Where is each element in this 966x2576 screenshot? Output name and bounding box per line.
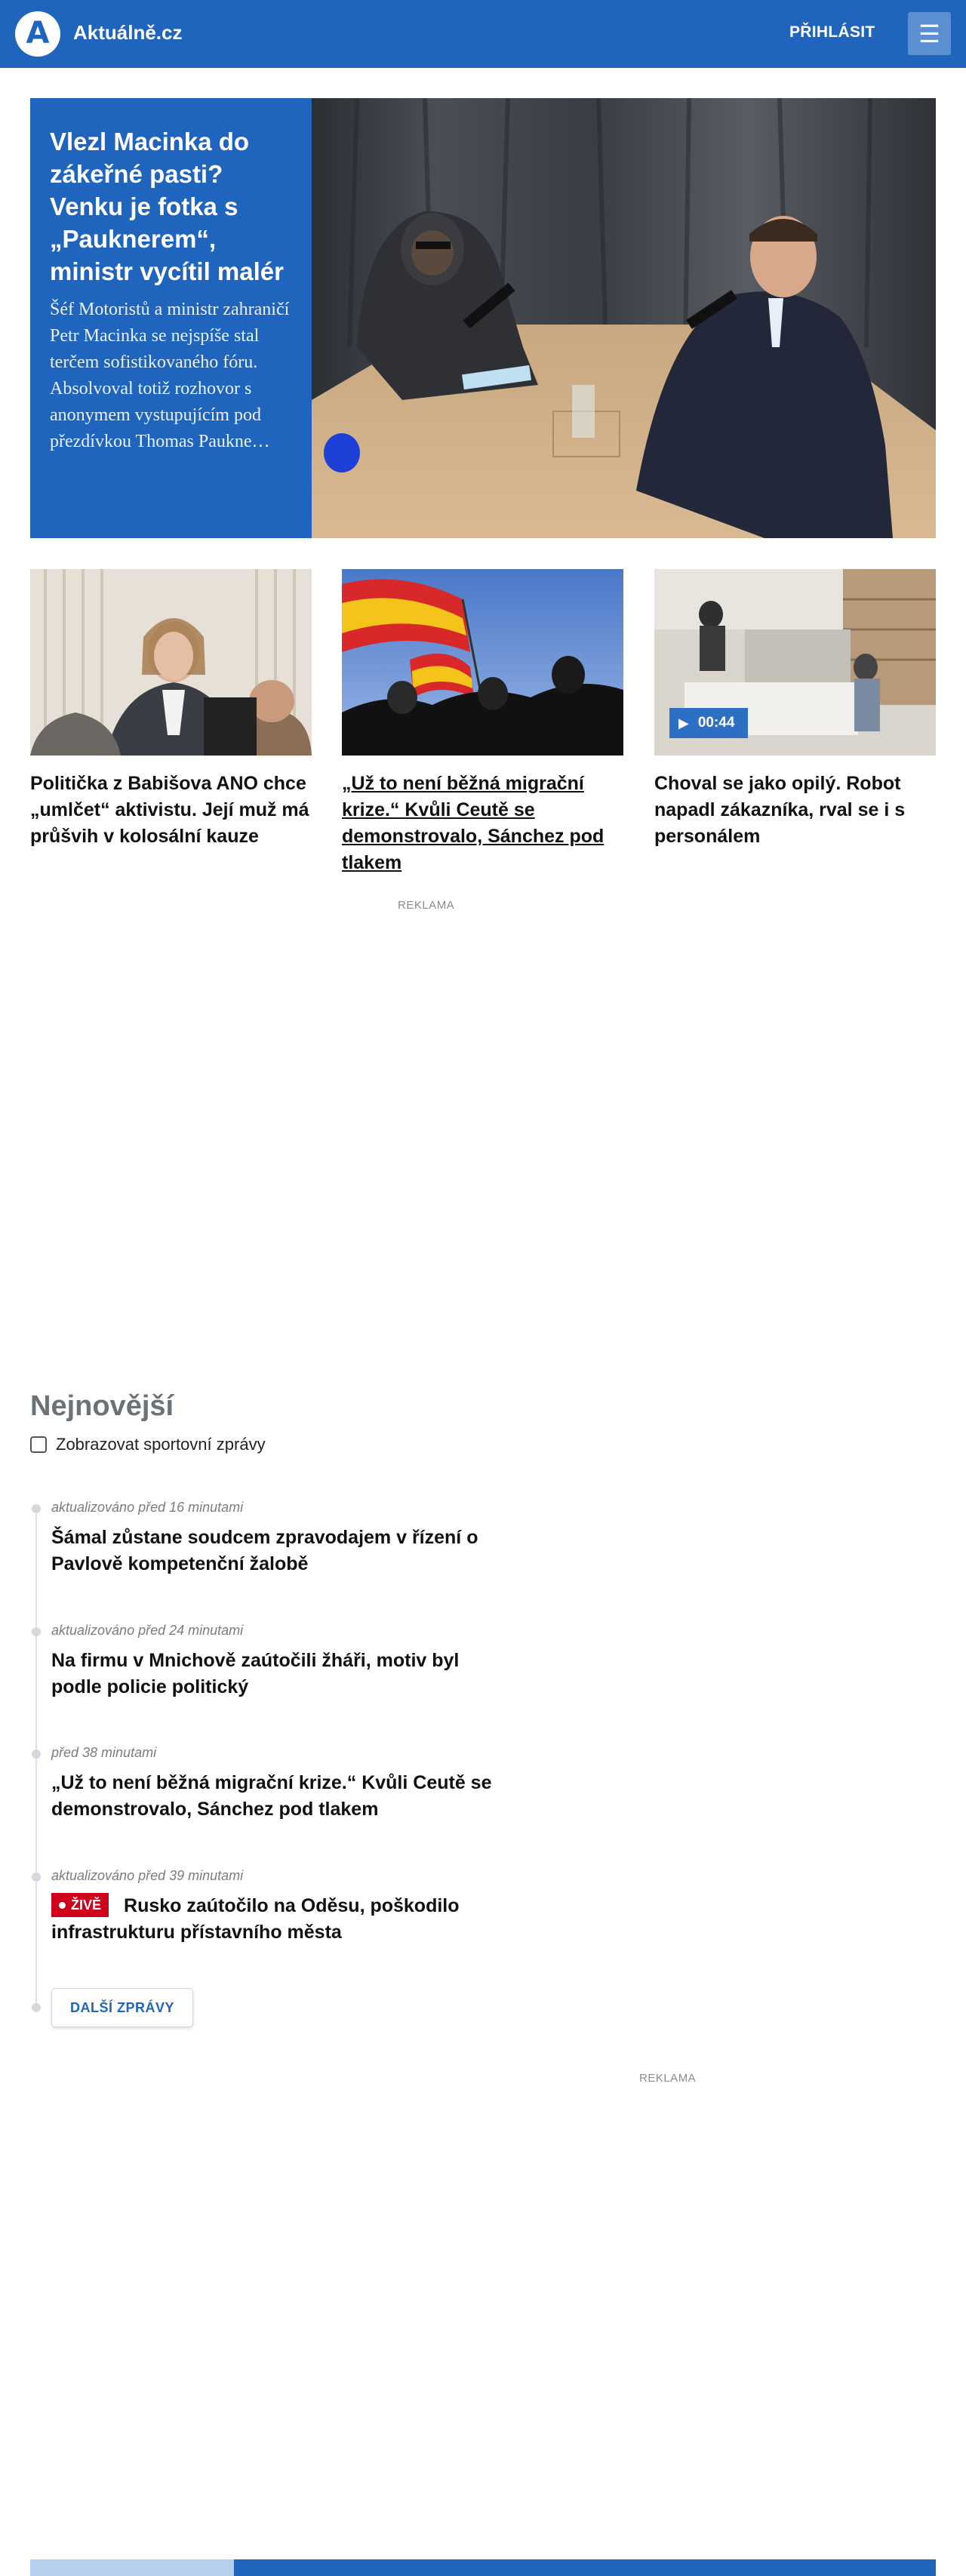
play-icon: ▶ [678,715,689,731]
news-title[interactable]: Šámal zůstane soudcem zpravodajem v řízení o Pavlově kompetenční žalobě [51,1527,478,1574]
article-card[interactable] [342,569,623,876]
video-duration: 00:44 [697,715,735,731]
ad-label: REKLAMA [398,899,455,912]
bottom-banner [30,2559,936,2576]
hero-photo[interactable] [312,98,936,538]
news-time: aktualizováno před 16 minutami [51,1500,244,1515]
article-photo[interactable] [342,569,623,756]
hero-title[interactable]: Vlezl Macinka do zákeřné pasti? Venku je fotka s „Pauknerem“, ministr vycítil malér [50,128,284,285]
ad-label: REKLAMA [639,2072,697,2085]
site-name[interactable]: Aktuálně.cz [73,21,183,44]
sport-news-checkbox[interactable] [30,1436,47,1453]
hamburger-menu-icon: ☰ [918,19,940,48]
news-item[interactable] [51,1868,504,1946]
bottom-banner-segment [30,2559,234,2576]
hero-article[interactable] [30,98,936,538]
news-title[interactable]: Na firmu v Mnichově zaútočili žháři, motiv byl podle policie politický [51,1650,460,1697]
menu-button[interactable] [908,12,951,55]
news-item[interactable] [51,1745,504,1823]
timeline-dot [32,2003,41,2012]
news-item[interactable] [51,1623,504,1700]
logo-letter: A [26,16,50,51]
article-video-thumbnail[interactable] [654,569,936,756]
timeline-dot [32,1750,41,1759]
timeline-dot [32,1873,41,1882]
article-title[interactable]: „Už to není běžná migrační krize.“ Kvůli Ceutě se demonstrovalo, Sánchez pod tlakem [342,773,605,873]
news-title[interactable] [51,1893,504,1946]
sport-news-label[interactable]: Zobrazovat sportovní zprávy [56,1435,266,1454]
hero-text-panel[interactable] [30,98,312,538]
more-news-button[interactable]: DALŠÍ ZPRÁVY [51,1988,193,2027]
article-card[interactable] [30,569,312,850]
timeline-dot [32,1627,41,1636]
site-header [0,0,966,68]
article-title[interactable]: Choval se jako opilý. Robot napadl zákazníka, rval se i s personálem [654,773,906,847]
article-card[interactable] [654,569,936,850]
site-logo[interactable] [15,11,60,57]
login-button[interactable]: PŘIHLÁSIT [789,23,875,41]
article-title[interactable]: Politička z Babišova ANO chce „umlčet“ aktivistu. Její muž má průšvih v kolosální kauze [30,773,309,847]
news-title-text[interactable]: Rusko zaútočilo na Oděsu, poškodilo infrastrukturu přístavního města [51,1895,460,1943]
live-badge [51,1893,109,1917]
timeline-dot [32,1504,41,1513]
video-duration-badge[interactable] [669,708,748,738]
hero-photo-illustration [312,98,936,538]
live-dot-icon [59,1902,66,1909]
sport-news-toggle[interactable] [30,1435,266,1454]
article-photo[interactable] [30,569,312,756]
news-title[interactable]: „Už to není běžná migrační krize.“ Kvůli Ceutě se demonstrovalo, Sánchez pod tlakem [51,1772,492,1820]
hero-perex: Šéf Motoristů a ministr zahraničí Petr Macinka se nejspíše stal terčem sofistikovaného fóru. Absolvoval totiž rozhovor s anonymem vystupujícím pod přezdívkou Thomas Paukne… [50,300,290,451]
news-item[interactable] [51,1500,504,1577]
article-photo-illustration [342,569,623,756]
live-label: ŽIVĚ [71,1897,102,1913]
news-time: aktualizováno před 24 minutami [51,1623,244,1638]
article-photo-illustration [30,569,312,756]
news-time: aktualizováno před 39 minutami [51,1868,244,1883]
news-time: před 38 minutami [51,1745,157,1760]
newest-heading: Nejnovější [30,1390,174,1422]
